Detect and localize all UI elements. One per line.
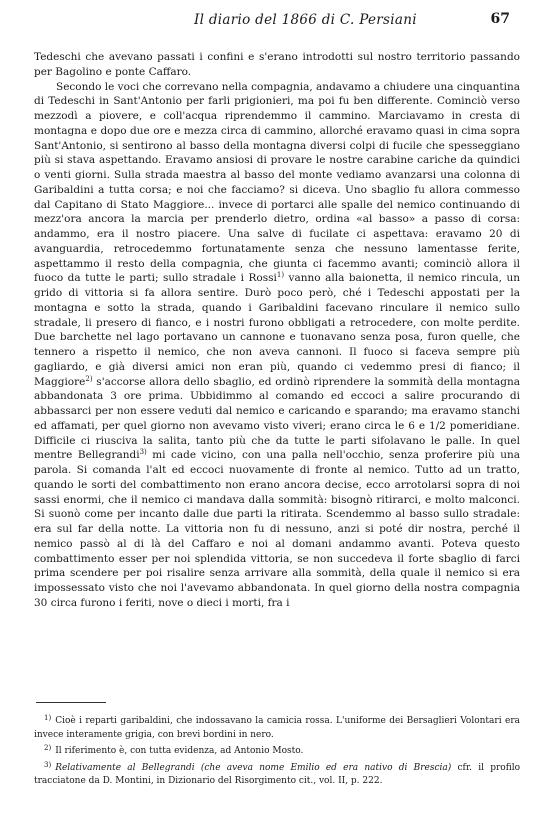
body-text (34, 50, 520, 611)
footnote-text: Il riferimento è, con tutta evidenza, ad Antonio Mosto. (55, 746, 304, 756)
footnote-separator (36, 702, 106, 703)
footnote-italic-text: Relativamente al Bellegrandi (che aveva nome Emilio ed era nativo di Brescia) (55, 762, 452, 773)
footnotes (34, 712, 520, 789)
footnote-mark: 1) (44, 714, 52, 722)
footnote-2 (34, 742, 520, 759)
footnote-mark: 2) (44, 744, 52, 752)
page-header (34, 6, 520, 32)
paragraph-2-part-b: vanno alla baionetta, il nemico rincula, un grido di vittoria si fa allora sentire. Durò poco però, ché i Tedeschi appostati per la montagna e sotto la strada, quando i Garibaldini facevano rinculare il nemico sullo stradale, li presero di fianco, e i nostri furono obbligati a retrocedere, con molte perdite. Due barchette nel lago portavano un cannone e tuonavano senza posa, furon quelle, che tennero a rispetto il nemico, che non aveva cannoni. Il fuoco si faceva sempre più gagliardo, e già diversi amici non eran più, quando ci vedemmo presi di fianco; il Maggiore (34, 272, 520, 388)
paragraph-1: Tedeschi che avevano passati i confini e s'erano introdotti sul nostro territorio passando per Bagolino e ponte Caffaro. (34, 51, 520, 78)
footnote-text: Cioè i reparti garibaldini, che indossavano la camicia rossa. L'uniforme dei Bersaglieri Volontari era invece interamente grigia, con brevi bordini in nero. (34, 716, 520, 740)
footnote-ref-1: 1) (276, 271, 285, 280)
footnote-ref-2: 2) (85, 374, 93, 383)
footnote-1 (34, 712, 520, 742)
footnote-mark: 3) (44, 760, 52, 769)
page-number: 67 (490, 11, 510, 27)
paragraph-2 (34, 80, 520, 611)
running-title: Il diario del 1866 di C. Persiani (194, 12, 417, 28)
footnote-ref-3: 3) (139, 448, 147, 457)
footnote-text: cfr. il profilo tracciatone da D. Montini, in Dizionario del Risorgimento cit., vol. II, p. 222. (34, 762, 520, 786)
footnote-3 (34, 759, 520, 789)
paragraph-2-part-d: mi cade vicino, con una palla nell'occhio, senza proferire più una parola. Si comanda l'alt ed eccoci nuovamente di fronte al nemico. Tutto ad un tratto, quando le sorti del combattimento non erano ancora decise, ecco arrotolarsi sopra di noi sassi enormi, che il nemico ci mandava dalla sommità: bisognò ritirarci, e molto malconci. Si suonò come per incanto dalle due parti la ritirata. Scendemmo al basso sullo stradale: era sul far della notte. La vittoria non fu di nessuno, anzi si poté dir nostra, perché il nemico passò al di là del Caffaro e noi al domani andammo avanti. Poteva questo combattimento esser per noi splendida vittoria, se non succedeva il forte sbaglio di farci prima scendere per poi risalire senza arrivare alla sommità, della quale il nemico si era impossessato visto che noi l'avevamo abbandonata. In quel giorno della nostra compagnia 30 circa furono i feriti, nove o dieci i morti, fra i (34, 449, 520, 609)
paragraph-2-part-a: Secondo le voci che correvano nella compagnia, andavamo a chiudere una cinquantina di Tedeschi in Sant'Antonio per farli prigionieri, ma poi fu ben differente. Cominciò verso mezzodì a piovere, e coll'acqua riprendemmo il cammino. Marciavamo in cresta di montagna e dopo due ore e mezza circa di cammino, allorché eravamo quasi in cima sopra Sant'Antonio, si sentirono al basso della montagna diversi colpi di fucile che spesseggiano più si stava aspettando. Eravamo ansiosi di provare le nostre carabine cariche da quindici o venti giorni. Sulla strada maestra al basso del monte vediamo avanzarsi una colonna di Garibaldini a tutta corsa; e noi che facciamo? si diceva. Uno sbaglio fu allora commesso dal Capitano di Stato Maggiore... invece di portarci alle spalle del nemico continuando di mezz'ora ancora la marcia per prenderlo dietro, ordina «al basso» a passo di corsa: andammo, era il nostro piacere. Una salve di fucilate ci aspettava: eravamo 20 di avanguardia, retrocedemmo fortunatamente senza che nessuno lamentasse ferite, aspettammo il resto della compagnia, che giunta ci facemmo avanti; cominciò allora il fuoco da tutte le parti; sullo stradale i Rossi (34, 80, 520, 285)
paragraph-2-part-c: s'accorse allora dello sbaglio, ed ordinò riprendere la sommità della montagna abbandonata 3 ore prima. Ubbidimmo al comando ed eccoci a salire procurando di abbassarci per non essere veduti dal nemico e caricando e sparando; ma eravamo stanchi ed affamati, per quel giorno non avevamo visto viveri; erano circa le 6 e 1/2 pomeridiane. Difficile ci riusciva la salita, tanto più che da tutte le parti sifolavano le palle. In quel mentre Bellegrandi (34, 375, 520, 462)
